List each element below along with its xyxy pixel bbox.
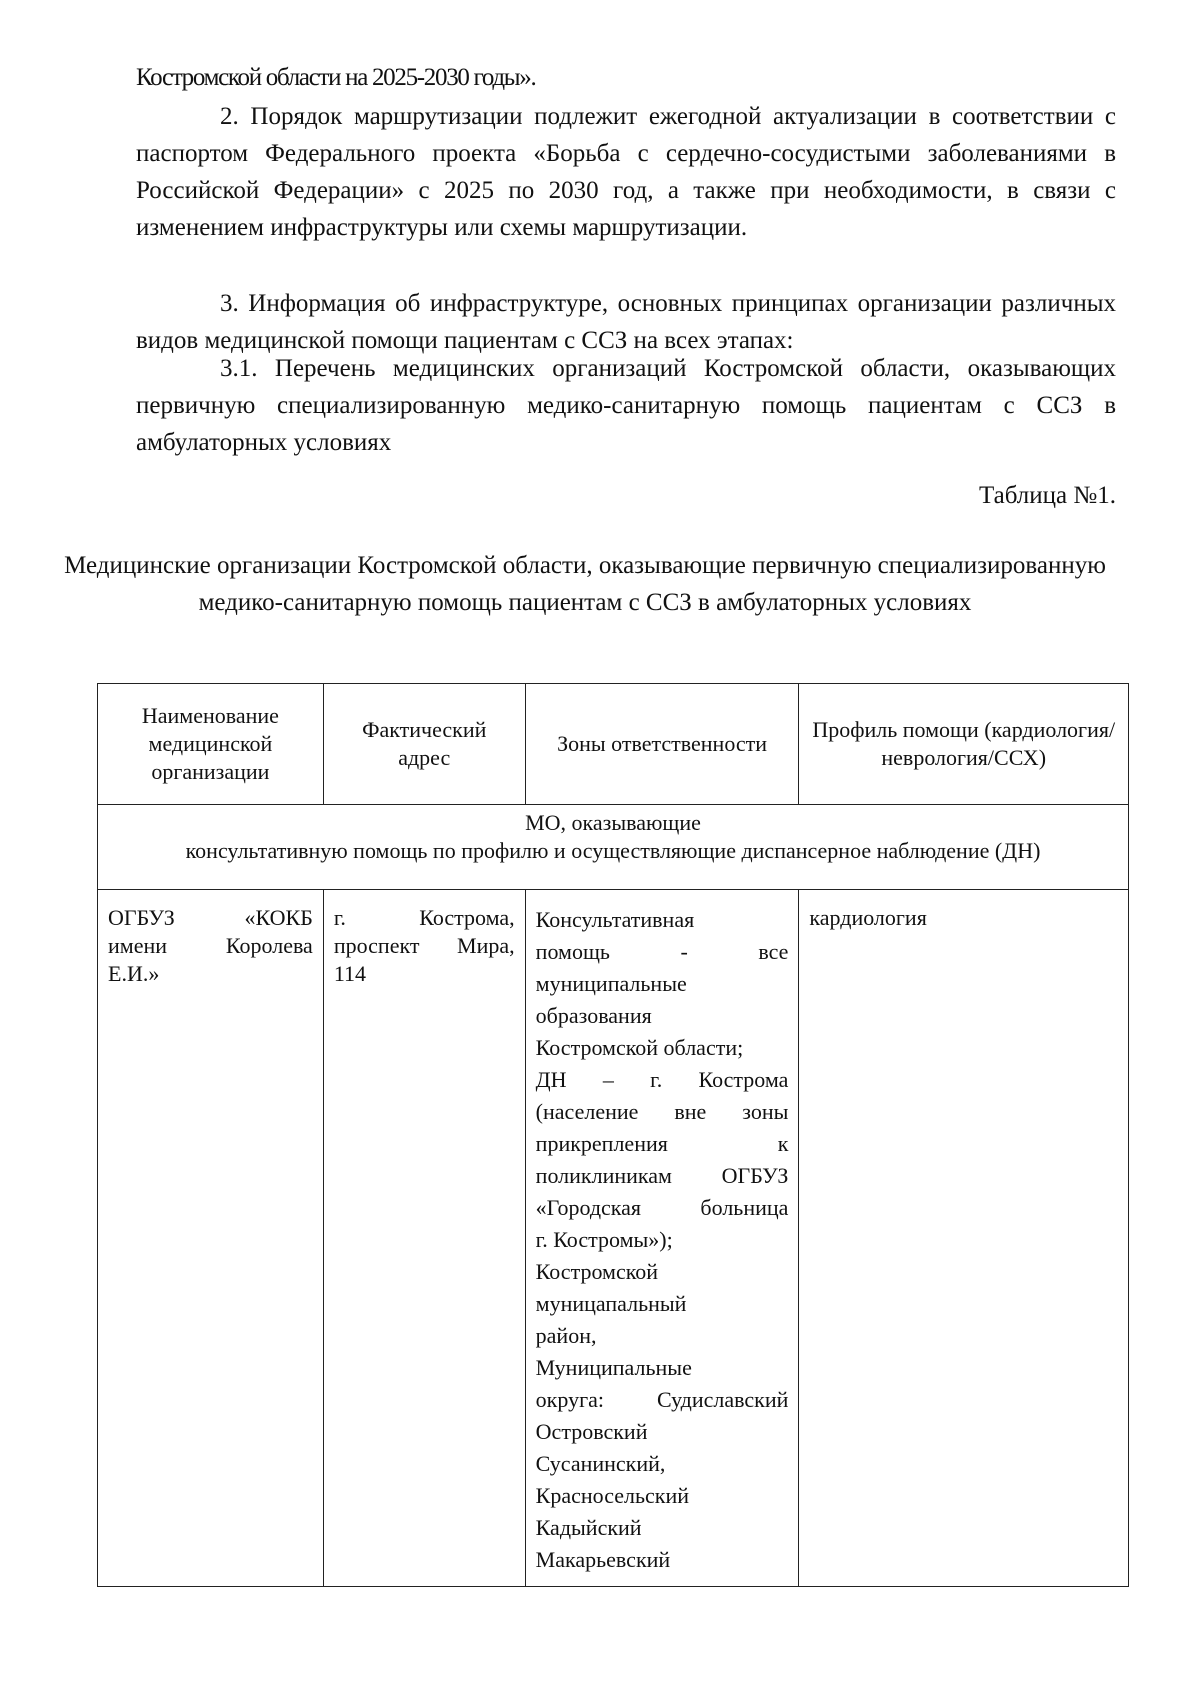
zones-line: «Городская больница	[535, 1195, 789, 1220]
cell-address: г. Кострома, проспект Мира, 114	[323, 890, 525, 1587]
zones-line: Островский	[535, 1419, 648, 1444]
organizations-table	[97, 683, 1129, 1587]
header-profile: Профиль помощи (кардиология/неврология/ССХ)	[799, 684, 1129, 805]
zones-line: муницапальный	[535, 1291, 687, 1316]
zones-line: Костромской области;	[535, 1035, 744, 1060]
section-title-line-2: консультативную помощь по профилю и осуществляющие диспансерное наблюдение (ДН)	[185, 838, 1041, 863]
zones-line: район,	[535, 1323, 597, 1348]
zones-line: Кадыйский	[535, 1515, 642, 1540]
cell-zones	[525, 890, 799, 1587]
continuation-line: Костромской области на 2025-2030 годы».	[136, 64, 536, 91]
zones-line: округа: Судиславский	[535, 1387, 789, 1412]
zones-line: прикрепления к	[535, 1131, 789, 1156]
zones-line: ДН – г. Кострома	[535, 1067, 789, 1092]
header-address: Фактический адрес	[323, 684, 525, 805]
zones-line: поликлиникам ОГБУЗ	[535, 1163, 789, 1188]
section-title-line-1: МО, оказывающие	[525, 810, 701, 835]
zones-line: Костромской	[535, 1259, 659, 1284]
zones-line: муниципальные	[535, 971, 687, 996]
zones-line: Макарьевский	[535, 1547, 671, 1572]
zones-line: Консультативная	[535, 907, 695, 932]
zones-line: образования	[535, 1003, 652, 1028]
table-caption: Медицинские организации Костромской области, оказывающие первичную специализированную медико-санитарную помощь пациентам с ССЗ в амбулаторных условиях	[64, 552, 1106, 616]
paragraph-3-1: 3.1. Перечень медицинских организаций Костромской области, оказывающих первичную специализированную медико-санитарную помощь пациентам с ССЗ в амбулаторных условиях	[136, 355, 1116, 456]
zones-line: г. Костромы»);	[535, 1227, 673, 1252]
header-zones: Зоны ответственности	[525, 684, 799, 805]
table-number: Таблица №1.	[978, 482, 1116, 509]
section-row	[98, 805, 1129, 890]
zones-line: помощь - все	[535, 939, 789, 964]
table-row	[98, 890, 1129, 1587]
zones-line: Сусанинский,	[535, 1451, 666, 1476]
zones-line: (население вне зоны	[535, 1099, 789, 1124]
paragraph-3: 3. Информация об инфраструктуре, основных принципах организации различных видов медицинской помощи пациентам с ССЗ на всех этапах:	[136, 290, 1116, 354]
zones-line: Муниципальные	[535, 1355, 692, 1380]
section-title	[98, 805, 1129, 890]
cell-profile: кардиология	[799, 890, 1129, 1587]
zones-line: Красносельский	[535, 1483, 690, 1508]
table-header-row	[98, 684, 1129, 805]
cell-organization: ОГБУЗ «КОКБ имени Королева Е.И.»	[98, 890, 324, 1587]
header-organization: Наименование медицинской организации	[98, 684, 324, 805]
paragraph-2: 2. Порядок маршрутизации подлежит ежегодной актуализации в соответствии с паспортом Федерального проекта «Борьба с сердечно-сосудистыми заболеваниями в Российской Федерации» с 2025 по 2030 год, а также при необходимости, в связи с изменением инфраструктуры или схемы маршрутизации.	[136, 103, 1116, 241]
